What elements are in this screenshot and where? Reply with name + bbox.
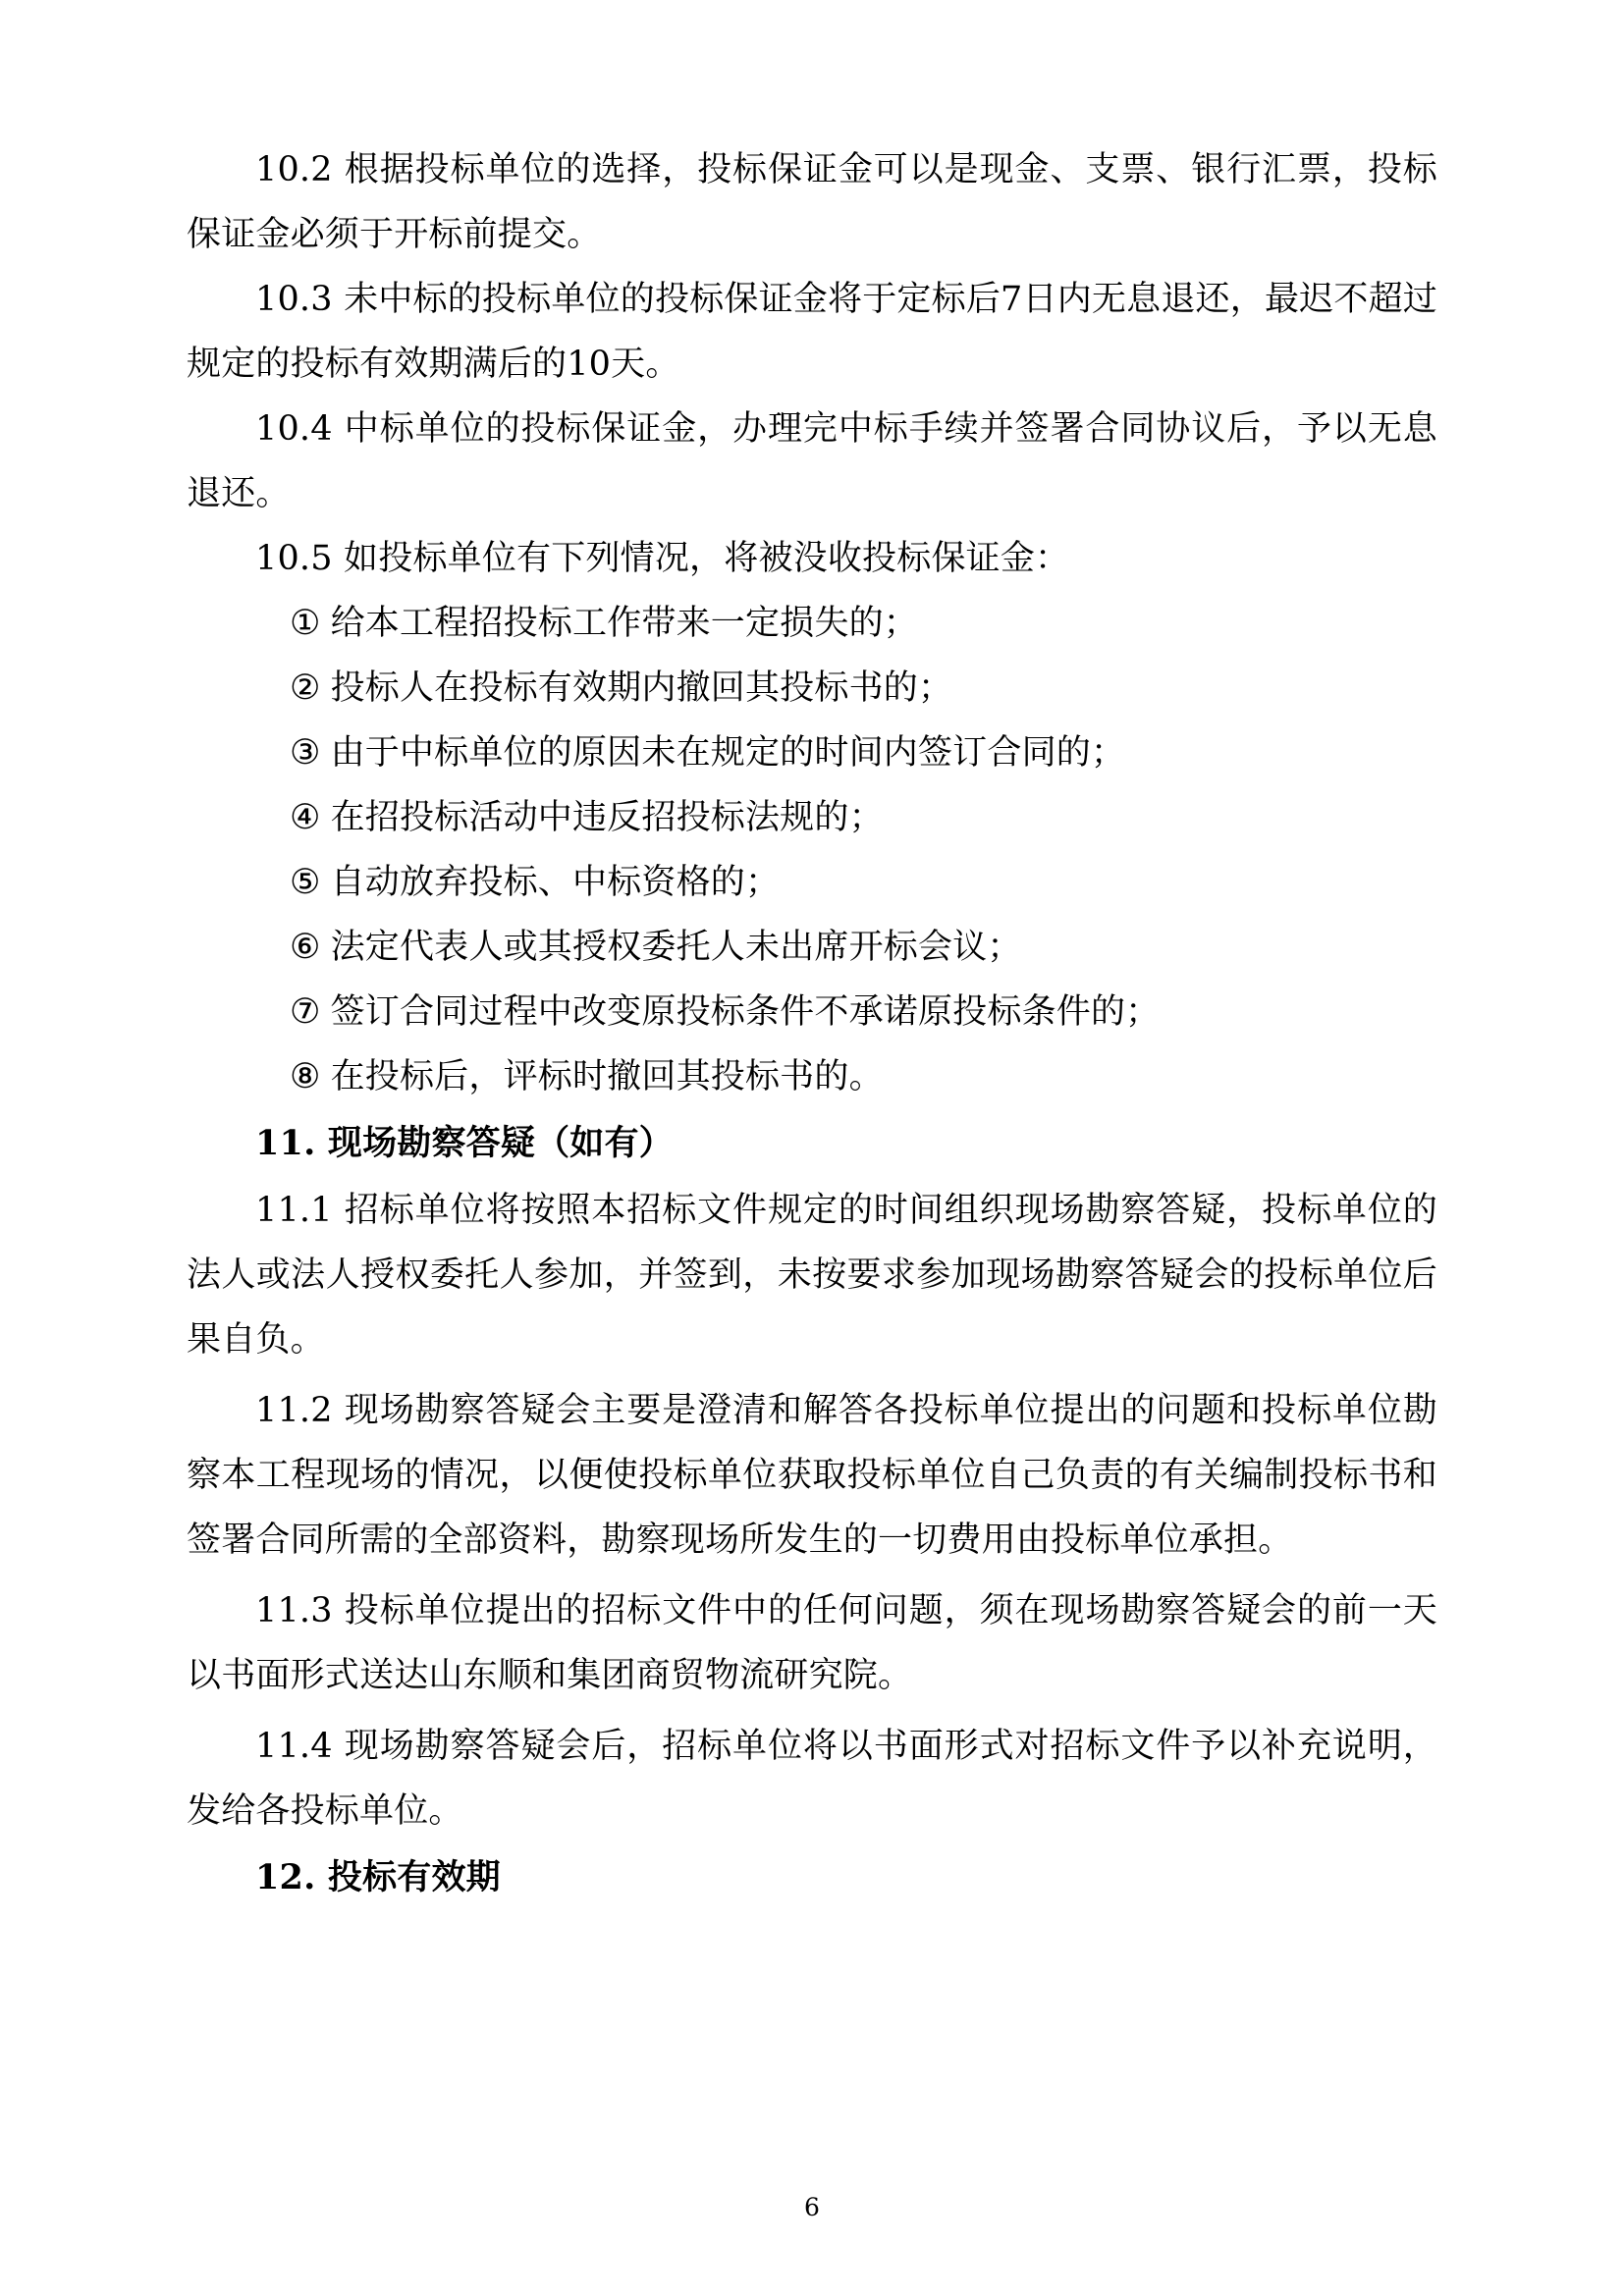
forfeit-conditions-list xyxy=(187,591,1437,1109)
list-item-text: 在招投标活动中违反招投标法规的； xyxy=(330,798,884,837)
paragraph-10-2: 10.2 根据投标单位的选择，投标保证金可以是现金、支票、银行汇票，投标保证金必须于开标前提交。 xyxy=(187,150,1437,254)
list-item xyxy=(187,656,1437,721)
list-item-text: 给本工程招投标工作带来一定损失的； xyxy=(330,604,918,643)
list-item xyxy=(187,1044,1437,1109)
document-body xyxy=(187,137,1437,1912)
list-item xyxy=(187,785,1437,850)
list-marker: ④ xyxy=(290,798,321,837)
list-item-text: 在投标后，评标时撤回其投标书的。 xyxy=(330,1057,884,1096)
paragraph-11-4: 11.4 现场勘察答疑会后，招标单位将以书面形式对招标文件予以补充说明，发给各投标单位。 xyxy=(187,1727,1437,1831)
list-marker: ③ xyxy=(290,733,321,773)
paragraph-11-2: 11.2 现场勘察答疑会主要是澄清和解答各投标单位提出的问题和投标单位勘察本工程现场的情况，以便使投标单位获取投标单位自己负责的有关编制投标书和签署合同所需的全部资料，勘察现场所发生的一切费用由投标单位承担。 xyxy=(187,1391,1437,1560)
list-marker: ⑧ xyxy=(290,1057,321,1096)
list-item-text: 签订合同过程中改变原投标条件不承诺原投标条件的； xyxy=(330,992,1161,1032)
list-item xyxy=(187,591,1437,656)
paragraph-10-4: 10.4 中标单位的投标保证金，办理完中标手续并签署合同协议后，予以无息退还。 xyxy=(187,409,1437,513)
list-item xyxy=(187,915,1437,980)
list-item xyxy=(187,721,1437,785)
paragraph-10-3: 10.3 未中标的投标单位的投标保证金将于定标后7日内无息退还，最迟不超过规定的投标有效期满后的10天。 xyxy=(187,280,1437,384)
paragraph-11-1: 11.1 招标单位将按照本招标文件规定的时间组织现场勘察答疑，投标单位的法人或法人授权委托人参加，并签到，未按要求参加现场勘察答疑会的投标单位后果自负。 xyxy=(187,1191,1437,1360)
paragraph-10-5: 10.5 如投标单位有下列情况，将被没收投标保证金： xyxy=(255,539,1070,578)
section-heading-12: 12. 投标有效期 xyxy=(255,1857,501,1897)
list-marker: ② xyxy=(290,668,321,708)
list-marker: ⑤ xyxy=(290,863,321,902)
list-item-text: 自动放弃投标、中标资格的； xyxy=(330,863,781,902)
paragraph-11-3: 11.3 投标单位提出的招标文件中的任何问题，须在现场勘察答疑会的前一天以书面形式送达山东顺和集团商贸物流研究院。 xyxy=(187,1591,1437,1695)
page-number: 6 xyxy=(804,2193,820,2221)
list-item xyxy=(187,980,1437,1044)
list-item-text: 投标人在投标有效期内撤回其投标书的； xyxy=(330,668,953,708)
list-item xyxy=(187,850,1437,915)
list-item-text: 由于中标单位的原因未在规定的时间内签订合同的； xyxy=(330,733,1126,773)
list-marker: ⑦ xyxy=(290,992,321,1032)
list-marker: ⑥ xyxy=(290,928,321,967)
list-marker: ① xyxy=(290,604,321,643)
list-item-text: 法定代表人或其授权委托人未出席开标会议； xyxy=(330,928,1022,967)
section-heading-11: 11. 现场勘察答疑（如有） xyxy=(255,1123,674,1163)
